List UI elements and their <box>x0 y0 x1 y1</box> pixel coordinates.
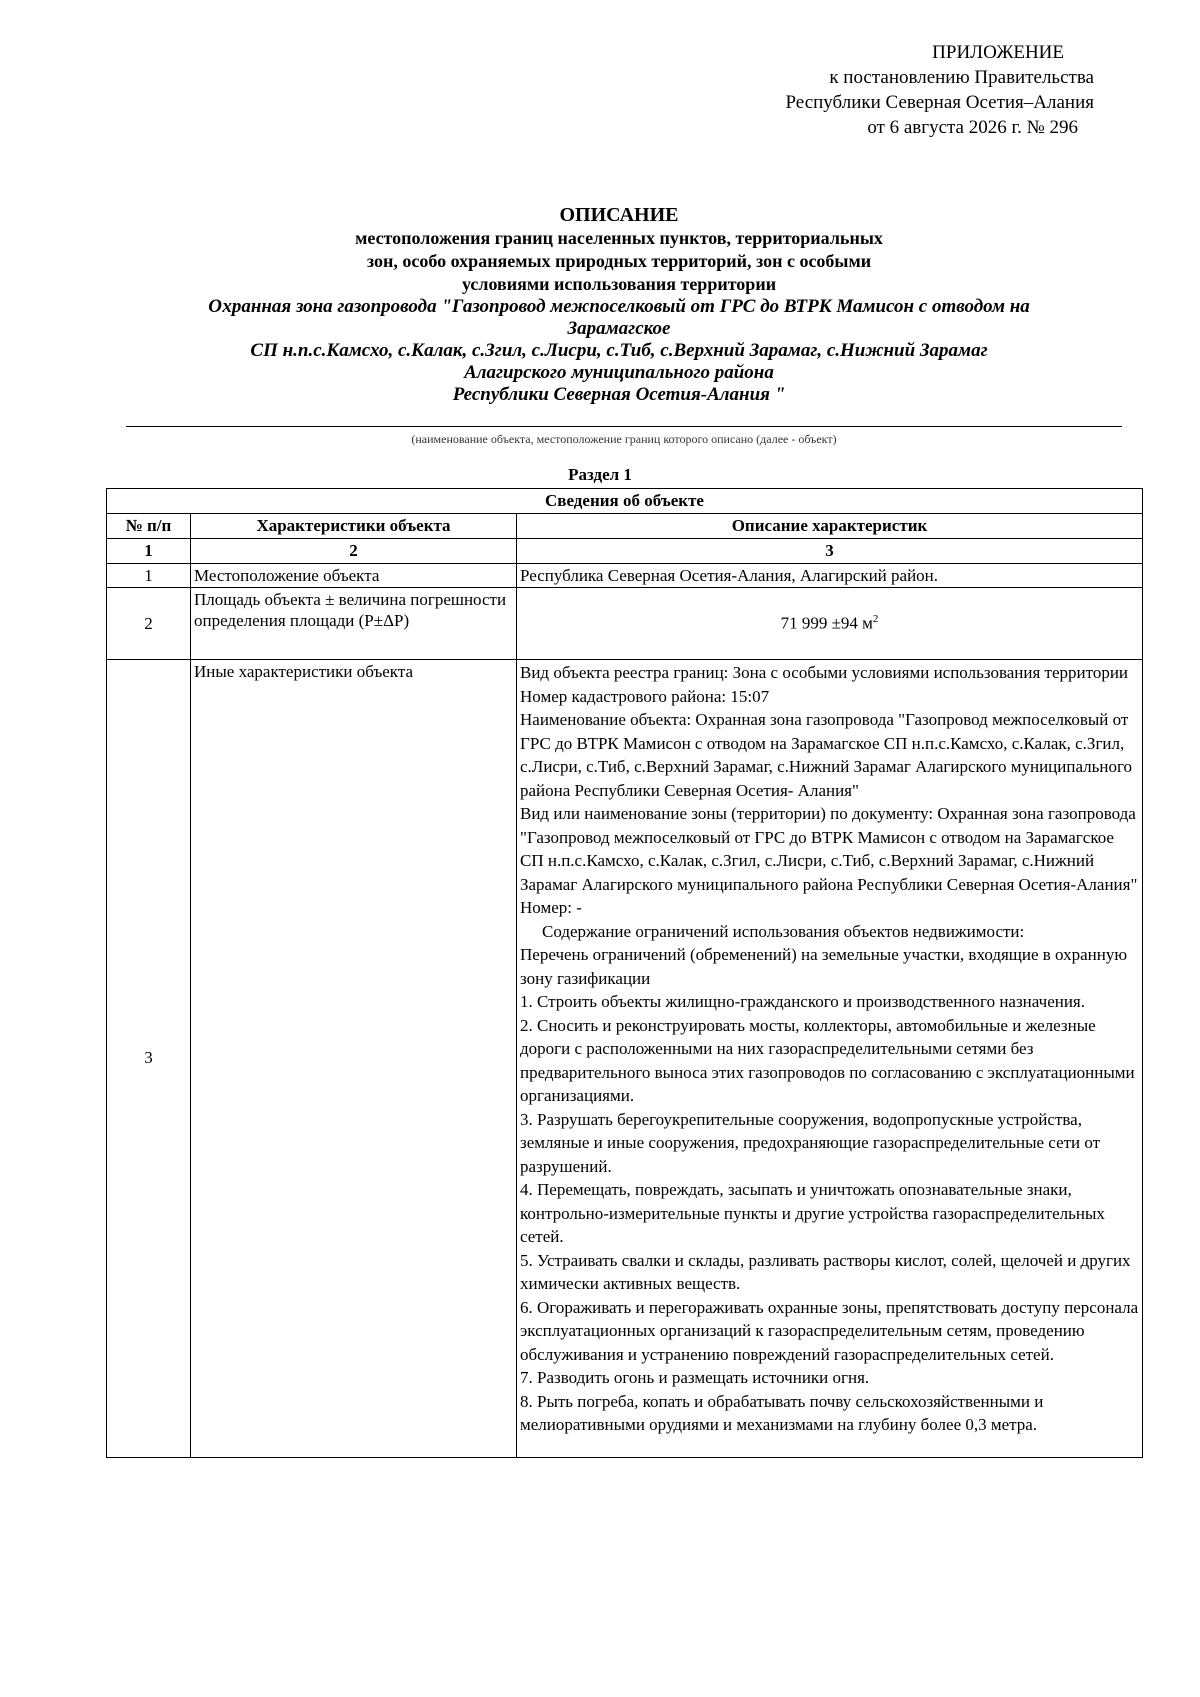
appendix-title: ПРИЛОЖЕНИЕ <box>932 42 1064 63</box>
object-name-line: Республики Северная Осетия-Алания " <box>452 384 786 405</box>
restriction-item: 6. Огораживать и перегораживать охранные зоны, препятствовать доступу персонала эксплуатационных организаций к газораспределительным сетям, проведению обслуживания и устранению повреждений газораспределительных сетей. <box>520 1297 1139 1364</box>
description-paragraph: Содержание ограничений использования объектов недвижимости: <box>542 921 1025 941</box>
object-name-line: СП н.п.с.Камсхо, с.Калак, с.Згил, с.Лисри, с.Тиб, с.Верхний Зарамаг, с.Нижний Зарамаг <box>250 340 988 361</box>
table-row <box>107 660 1143 1458</box>
document-title-block <box>104 203 1134 406</box>
row-number: 3 <box>107 660 191 1458</box>
row-characteristic: Площадь объекта ± величина погрешности определения площади (P±ΔP) <box>191 588 517 660</box>
column-index-2: 2 <box>191 539 517 564</box>
area-unit-exponent: 2 <box>872 613 879 626</box>
description-paragraph: Наименование объекта: Охранная зона газопровода "Газопровод межпоселковый от ГРС до ВТРК Мамисон с отводом на Зарамагское СП н.п.с.Камсхо, с.Калак, с.Згил, с.Лисри, с.Тиб, с.Верхний Зарамаг, с.Нижний Зарамаг Алагирского муниципального района Республики Северная Осетия- Алания" <box>520 710 1133 800</box>
row-description <box>517 588 1143 660</box>
table-row <box>107 588 1143 660</box>
object-name-line: Зарамагское <box>567 318 671 339</box>
column-index-1: 1 <box>107 539 191 564</box>
document-subtitle-line: зон, особо охраняемых природных территорий, зон с особыми <box>366 251 872 271</box>
description-paragraph: Номер кадастрового района: 15:07 <box>520 686 770 706</box>
object-caption: (наименование объекта, местоположение границ которого описано (далее - объект) <box>411 432 837 446</box>
row-number: 1 <box>107 564 191 588</box>
column-header-characteristic: Характеристики объекта <box>191 514 517 539</box>
appendix-line: к постановлению Правительства <box>829 67 1094 88</box>
document-subtitle-line: местоположения границ населенных пунктов, территориальных <box>355 228 883 248</box>
row-number: 2 <box>107 588 191 660</box>
object-name-line: Охранная зона газопровода "Газопровод межпоселковый от ГРС до ВТРК Мамисон с отводом на <box>208 296 1030 317</box>
restriction-item: 2. Сносить и реконструировать мосты, коллекторы, автомобильные и железные дороги с расположенными на них газораспределительными сетями без предварительного выноса этих газопроводов по согласованию с эксплуатационными организациями. <box>520 1015 1135 1105</box>
row-characteristic: Местоположение объекта <box>191 564 517 588</box>
row-characteristic: Иные характеристики объекта <box>191 660 517 1458</box>
restriction-item: 3. Разрушать берегоукрепительные сооружения, водопропускные устройства, земляные и иные сооружения, предохраняющие газораспределительные сети от разрушений. <box>520 1109 1101 1176</box>
section-title: Раздел 1 <box>568 465 632 484</box>
object-info-table <box>106 488 1143 1458</box>
description-paragraph: Номер: - <box>520 898 582 917</box>
document-heading: ОПИСАНИЕ <box>559 204 679 226</box>
table-row <box>107 564 1143 588</box>
column-header-number: № п/п <box>107 514 191 539</box>
object-underline <box>126 426 1122 427</box>
restriction-item: 4. Перемещать, повреждать, засыпать и уничтожать опознавательные знаки, контрольно-измерительные пункты и другие устройства газораспределительных сетей. <box>520 1180 1105 1246</box>
appendix-header <box>634 40 1094 140</box>
row-description: Республика Северная Осетия-Алания, Алагирский район. <box>517 564 1143 588</box>
description-paragraph: Перечень ограничений (обременений) на земельные участки, входящие в охранную зону газификации <box>520 945 1128 988</box>
restriction-item: 8. Рыть погреба, копать и обрабатывать почву сельскохозяйственными и мелиоративными орудиями и механизмами на глубину более 0,3 метра. <box>520 1391 1044 1434</box>
appendix-line: Республики Северная Осетия–Алания <box>785 92 1094 113</box>
row-description <box>517 660 1143 1458</box>
restriction-item: 1. Строить объекты жилищно-гражданского и производственного назначения. <box>520 992 1086 1011</box>
appendix-date: от 6 августа 2026 г. № 296 <box>867 117 1078 138</box>
description-paragraph: Вид или наименование зоны (территории) по документу: Охранная зона газопровода "Газопровод межпоселковый от ГРС до ВТРК Мамисон с отводом на Зарамагское СП н.п.с.Камсхо, с.Калак, с.Згил, с.Лисри, с.Тиб, с.Верхний Зарамаг, с.Нижний Зарамаг Алагирского муниципального района Республики Северная Осетия-Алания" <box>520 804 1138 894</box>
column-header-description: Описание характеристик <box>517 514 1143 539</box>
column-index-3: 3 <box>517 539 1143 564</box>
description-paragraph: Вид объекта реестра границ: Зона с особыми условиями использования территории <box>520 663 1129 682</box>
restriction-item: 7. Разводить огонь и размещать источники огня. <box>520 1368 870 1387</box>
object-name-line: Алагирского муниципального района <box>464 362 774 383</box>
restriction-item: 5. Устраивать свалки и склады, разливать растворы кислот, солей, щелочей и других химически активных веществ. <box>520 1250 1131 1293</box>
document-subtitle-line: условиями использования территории <box>461 274 777 294</box>
table-title: Сведения об объекте <box>107 489 1143 514</box>
area-value: 71 999 ±94 м <box>780 613 873 633</box>
